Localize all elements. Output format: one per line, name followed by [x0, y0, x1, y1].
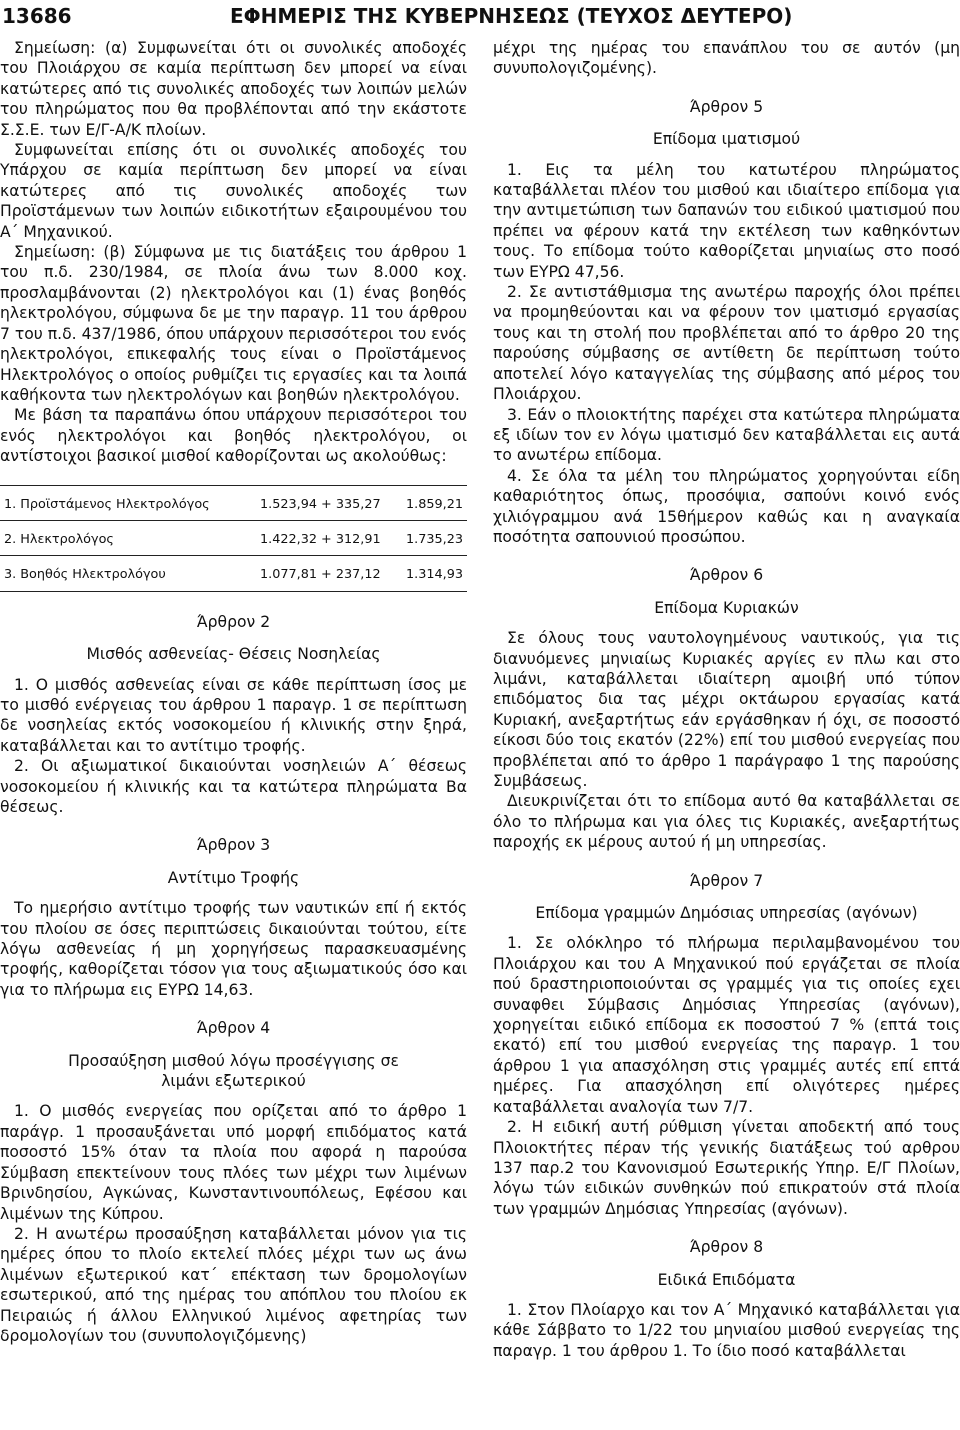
article-2-paragraph-2: 2. Οι αξιωματικοί δικαιούνται νοσηλειών Α΄ θέσεως νοσοκομείου ή κλινικής και τα κατώτερα πληρώματα Βα θέσεως.	[0, 757, 467, 816]
page-number: 13686	[2, 4, 72, 28]
article-8-paragraph-1: 1. Στον Πλοίαρχο και τον Α΄ Μηχανικό καταβάλλεται για κάθε Σάββατο το 1/22 του μηνιαίου μισθού ενεργείας της παραγρ. 1 του άρθρου 1. Το ίδιο ποσό καταβάλλεται	[493, 1300, 960, 1360]
role-cell: 1. Προϊστάμενος Ηλεκτρολόγος	[0, 485, 256, 520]
breakdown-cell: 1.523,94 + 335,27	[256, 485, 402, 520]
total-cell: 1.859,21	[402, 485, 467, 520]
article-6-paragraph-2: Διευκρινίζεται ότι το επίδομα αυτό θα καταβάλλεται σε όλο το πλήρωμα και για όλες τις Κυριακές, ανεξαρτήτως παροχής εκ μέρους αυτού ή μη υπηρεσίας.	[493, 792, 960, 852]
salary-table	[0, 485, 467, 592]
article-3-paragraph-1: Το ημερήσιο αντίτιμο τροφής των ναυτικών επί ή εκτός του πλοίου σε όσες περιπτώσεις δικαιούνται τούτου, είτε λόγω ασθενείας ή μη χορηγήσεως παρασκευασμένης τροφής, καθορίζεται τόσον για τους αξιωματικούς όσο και για το πλήρωμα εις ΕΥΡΩ 14,63.	[0, 899, 467, 999]
right-column	[493, 38, 960, 1361]
journal-title: ΕΦΗΜΕΡΙΣ ΤΗΣ ΚΥΒΕΡΝΗΣΕΩΣ (ΤΕΥΧΟΣ ΔΕΥΤΕΡΟ)	[230, 4, 793, 28]
article-5-paragraph-2: 2. Σε αντιστάθμισμα της ανωτέρω παροχής όλοι πρέπει να προμηθεύονται και να φέρουν τον ιματισμό εργασίας τους και τη στολή που προβλέπεται από το άρθρο 20 της παρούσης σύμβασης σε αντίθετη δε περίπτωση τούτο αποτελεί λόγο καταγγελίας της σύμβασης από μέρος του Πλοιάρχου.	[493, 283, 960, 404]
article-5-paragraph-1: 1. Εις τα μέλη του κατωτέρου πληρώματος καταβάλλεται πλέον του μισθού και ιδιαίτερο επίδομα για την αντιμετώπιση των δαπανών του ειδικού ιματισμού που πρέπει να φέρουν κατά την εκτέλεση των καθηκόντων τους. Το επίδομα τούτο καθορίζεται μηνιαίως στο ποσό των ΕΥΡΩ 47,56.	[493, 160, 960, 281]
table-row	[0, 520, 467, 555]
article-3-title: Άρθρον 3	[196, 836, 271, 855]
page-header	[0, 0, 960, 30]
article-6-subtitle: Επίδομα Κυριακών	[654, 598, 799, 617]
article-4-paragraph-2: 2. Η ανωτέρω προσαύξηση καταβάλλεται μόνον για τις ημέρες όπου το πλοίο εκτελεί πλόες μέχρι των ως άνω λιμένων εξωτερικού κατ΄ επέκταση των δρομολογίων εσωτερικού, από της ημέρας του απόπλου του πλοίου εκ Πειραιώς ή άλλου Ελληνικού λιμένος αφετηρίας των δρομολογίων του (συνυπολογιζόμενης)	[0, 1224, 467, 1345]
breakdown-cell: 1.422,32 + 312,91	[256, 520, 402, 555]
article-4-subtitle-line-1: Προσαύξηση μισθού λόγω προσέγγισης σε	[68, 1051, 399, 1070]
article-5-paragraph-3: 3. Εάν ο πλοιοκτήτης παρέχει στα κατώτερα πληρώματα εξ ιδίων τον εν λόγω ιματισμό δεν καταβάλλεται εις αυτά το ανωτέρω επίδομα.	[493, 405, 960, 465]
left-column	[0, 38, 467, 1346]
article-5-paragraph-4: 4. Σε όλα τα μέλη του πληρώματος χορηγούνται είδη καθαριότητος όπως, προσόψια, σαπούνι κοινό ενός χιλιόγραμμου ανά 15θήμερον καθώς και η αναγκαία ποσότητα σαπουνιού προσώπου.	[493, 466, 960, 546]
article-8-subtitle: Ειδικά Επιδόματα	[657, 1270, 796, 1289]
article-6-paragraph-1: Σε όλους τους ναυτολογημένους ναυτικούς, για τις διανυόμενες μηνιαίως Κυριακές αργίες εν πλω και στο λιμάνι, καταβάλλεται ιδιαίτερη αμοιβή υπό τύπον επιδόματος δια τας μέχρι οκτάωρου εργασίας κατά Κυριακή, ανεξαρτήτως εάν εργάσθηκαν ή όχι, σε ποσοστό είκοσι δύο τοις εκατόν (22%) επί του μισθού ενεργείας που προβλέπεται από το άρθρο 1 παράγραφο 1 της παρούσης Συμβάσεως.	[493, 629, 960, 790]
article-4-subtitle-line-2: λιμάνι εξωτερικού	[161, 1072, 306, 1091]
article-3-subtitle: Αντίτιμο Τροφής	[167, 868, 300, 887]
article-7-paragraph-1: 1. Σε ολόκληρο τό πλήρωμα περιλαμβανομένου του Πλοιάρχου και του Α Μηχανικού πού εργάζεται σε πλοία πού δραστηριοποιούνται σς γραμμές για τις οποίες εχει συναφθει Σύμβασις Δημόσιας Υπηρεσίας (αγόνων), χορηγείται ειδικό επίδομα εκ ποσοστού 7 % (επτά τοις εκατό) επί του μισθού ενεργείας της παραγρ. 1 του άρθρου 1 για απασχόληση στις γραμμές αυτές επί επτά ημέρες. Για απασχόληση επί ολιγότερες ημέρες καταβάλλεται αναλογία των 7/7.	[493, 934, 960, 1116]
article-2-paragraph-1: 1. Ο μισθός ασθενείας είναι σε κάθε περίπτωση ίσος με το μισθό ενέργειας του άρθρου 1 παραγρ. 1 σε περίπτωση δε νοσηλείας εκτός νοσοκομείου ή κλινικής στην ξηρά, καταβάλλεται και το αντίτιμο τροφής.	[0, 675, 467, 755]
role-cell: 3. Βοηθός Ηλεκτρολόγου	[0, 556, 256, 591]
article-7-paragraph-2: 2. Η ειδική αυτή ρύθμιση γίνεται αποδεκτή από τους Πλοιοκτήτες πέραν τής γενικής διατάξεως τού αρθρου 137 παρ.2 του Κανονισμού Εσωτερικής Υπηρ. Ε/Γ Πλοίων, λόγω τών ειδικών συνθηκών πού επικρατούν στά πλοία των γραμμών Δημόσιας Υπηρεσίας (αγόνων).	[493, 1118, 960, 1218]
article-4-title: Άρθρον 4	[196, 1019, 271, 1038]
article-4-paragraph-1: 1. Ο μισθός ενεργείας που ορίζεται από το άρθρο 1 παράγρ. 1 προσαυξάνεται υπό μορφή επιδόματος κατά ποσοστό 15% όταν τα πλοία που αφορά η παρούσα Σύμβαση επεκτείνουν τους πλόες των μέχρι των λιμένων Βρινδησίου, Αγκώνας, Κωνσταντινουπόλεως, Εφέσου και λιμένων της Κύπρου.	[0, 1102, 467, 1223]
article-5-title: Άρθρον 5	[689, 97, 764, 116]
article-7-title: Άρθρον 7	[689, 871, 764, 890]
article-8-title: Άρθρον 8	[689, 1238, 764, 1257]
table-row	[0, 556, 467, 591]
article-6-title: Άρθρον 6	[689, 566, 764, 585]
deputy-captain-paragraph: Συμφωνείται επίσης ότι οι συνολικές αποδοχές του Υπάρχου σε καμία περίπτωση δεν μπορεί να είναι κατώτερες από τις συνολικές αποδοχές των Προϊστάμενων των λοιπών ειδικοτήτων εξαιρουμένου του Α΄ Μηχανικού.	[0, 141, 467, 241]
total-cell: 1.314,93	[402, 556, 467, 591]
breakdown-cell: 1.077,81 + 237,12	[256, 556, 402, 591]
article-7-subtitle: Επίδομα γραμμών Δημόσιας υπηρεσίας (αγόνων)	[535, 904, 918, 923]
article-2-title: Άρθρον 2	[196, 612, 271, 631]
total-cell: 1.735,23	[402, 520, 467, 555]
salary-intro-paragraph: Με βάση τα παραπάνω όπου υπάρχουν περισσότεροι του ενός ηλεκτρολόγοι και βοηθός ηλεκτρολόγου, οι αντίστοιχοι βασικοί μισθοί καθορίζονται ως ακολούθως:	[0, 406, 467, 466]
article-2-subtitle: Μισθός ασθενείας- Θέσεις Νοσηλείας	[86, 645, 381, 664]
role-cell: 2. Ηλεκτρολόγος	[0, 520, 256, 555]
continued-paragraph: μέχρι της ημέρας του επανάπλου του σε αυτόν (μη συνυπολογιζομένης).	[493, 39, 960, 78]
note-a-paragraph: Σημείωση: (α) Συμφωνείται ότι οι συνολικές αποδοχές του Πλοιάρχου σε καμία περίπτωση δεν μπορεί να είναι κατώτερες από τις συνολικές αποδοχές των λοιπών μελών του πληρώματος που θα προβλέπονται από την εκάστοτε Σ.Σ.Ε. των Ε/Γ-Α/Κ πλοίων.	[0, 39, 467, 139]
note-b-paragraph: Σημείωση: (β) Σύμφωνα με τις διατάξεις του άρθρου 1 του π.δ. 230/1984, σε πλοία άνω των 8.000 κοχ. προσλαμβάνονται (2) ηλεκτρολόγοι και (1) ένας βοηθός ηλεκτρολόγου, σύμφωνα δε με την παραγρ. 11 του άρθρου 7 του π.δ. 437/1986, όπου υπάρχουν περισσότεροι του ενός ηλεκτρολόγοι, επικεφαλής τους είναι ο Προϊστάμενος Ηλεκτρολόγος ο οποίος ρυθμίζει τις εργασίες και τα λοιπά καθήκοντα των ηλεκτρολόγων και βοηθών ηλεκτρολόγου.	[0, 243, 468, 404]
table-row	[0, 485, 467, 520]
article-5-subtitle: Επίδομα ιματισμού	[652, 130, 801, 149]
